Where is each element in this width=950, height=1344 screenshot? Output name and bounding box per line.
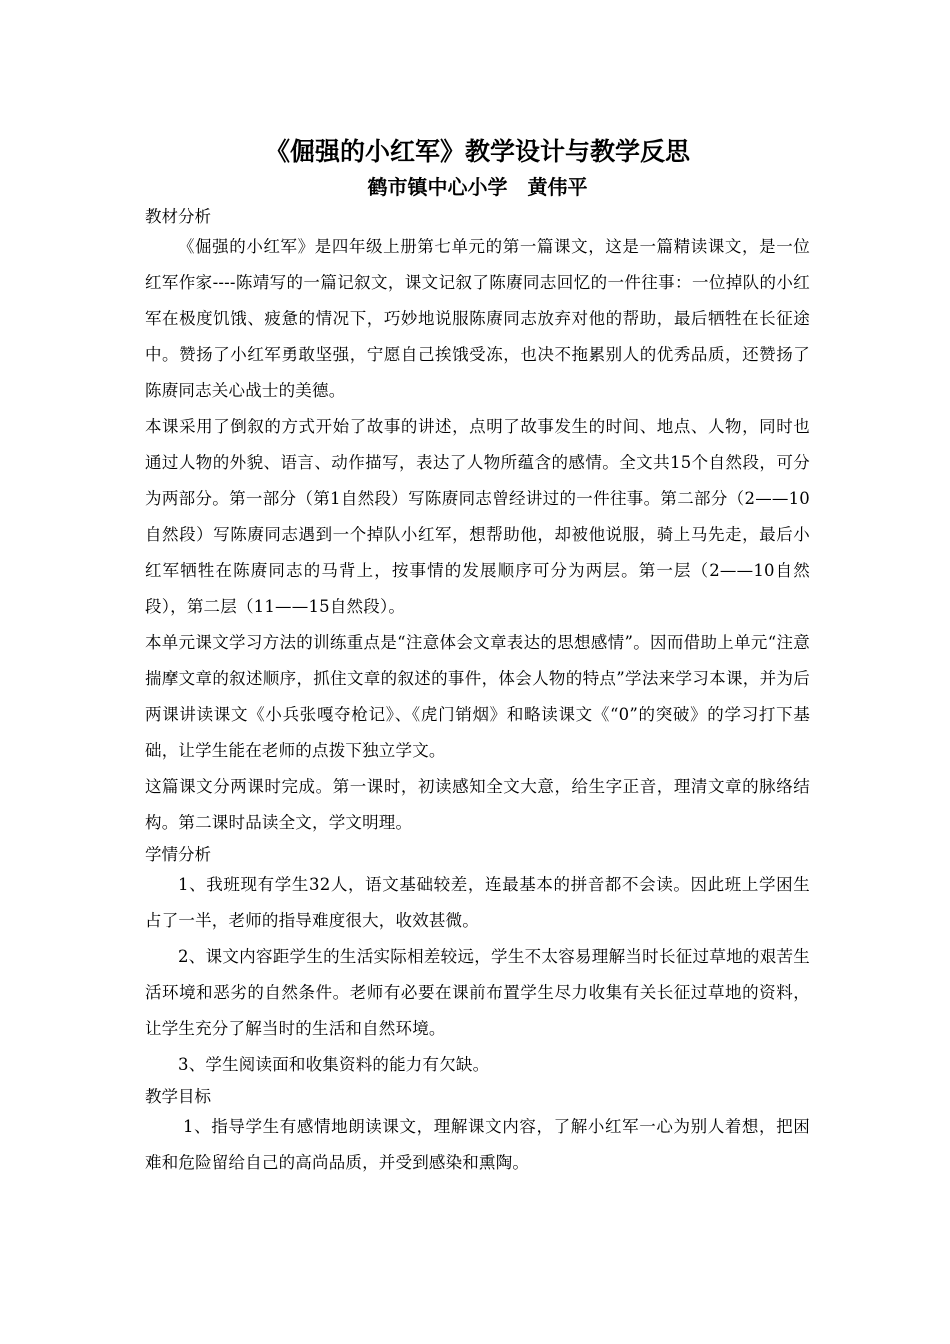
paragraph: 本课采用了倒叙的方式开始了故事的讲述，点明了故事发生的时间、地点、人物，同时也通过人物的外貌、语言、动作描写，表达了人物所蕴含的感情。全文共15个自然段，可分为两部分。第一部分（第1自然段）写陈赓同志曾经讲过的一件往事。第二部分（2——10自然段）写陈赓同志遇到一个掉队小红军，想帮助他，却被他说服，骑上马先走，最后小红军牺牲在陈赓同志的马背上，按事情的发展顺序可分为两层。第一层（2——10自然段），第二层（11——15自然段）。 xyxy=(145,417,810,616)
document-title: 《倔强的小红军》教学设计与教学反思 xyxy=(264,137,690,166)
paragraph: 本单元课文学习方法的训练重点是“注意体会文章表达的思想感情”。因而借助上单元“注意揣摩文章的叙述顺序，抓住文章的叙述的事件，体会人物的特点”学法来学习本课，并为后两课讲读课文《小兵张嘎夺枪记》、《虎门销烟》和略读课文《“0”的突破》的学习打下基础，让学生能在老师的点拨下独立学文。 xyxy=(145,633,810,760)
paragraph: 1、指导学生有感情地朗读课文，理解课文内容，了解小红军一心为别人着想，把困难和危险留给自己的高尚品质，并受到感染和熏陶。 xyxy=(145,1117,810,1172)
section-heading-material-analysis: 教材分析 xyxy=(145,207,211,226)
paragraph: 1、我班现有学生32人，语文基础较差，连最基本的拼音都不会读。因此班上学困生占了一半，老师的指导难度很大，收效甚微。 xyxy=(145,875,810,930)
paragraph: 3、学生阅读面和收集资料的能力有欠缺。 xyxy=(178,1055,490,1074)
author-line: 鹤市镇中心小学 黄伟平 xyxy=(367,175,588,199)
paragraph: 2、课文内容距学生的生活实际相差较远，学生不太容易理解当时长征过草地的艰苦生活环境和恶劣的自然条件。老师有必要在课前布置学生尽力收集有关长征过草地的资料，让学生充分了解当时的生活和自然环境。 xyxy=(145,947,810,1038)
section-heading-student-analysis: 学情分析 xyxy=(145,845,211,864)
document-page xyxy=(145,135,810,1181)
paragraph: 《倔强的小红军》是四年级上册第七单元的第一篇课文，这是一篇精读课文，是一位红军作家----陈靖写的一篇记叙文，课文记叙了陈赓同志回忆的一件往事：一位掉队的小红军在极度饥饿、疲惫的情况下，巧妙地说服陈赓同志放弃对他的帮助，最后牺牲在长征途中。赞扬了小红军勇敢坚强，宁愿自己挨饿受冻，也决不拖累别人的优秀品质，还赞扬了陈赓同志关心战士的美德。 xyxy=(145,237,810,400)
section-heading-teaching-goals: 教学目标 xyxy=(145,1087,211,1106)
paragraph: 这篇课文分两课时完成。第一课时，初读感知全文大意，给生字正音，理清文章的脉络结构。第二课时品读全文，学文明理。 xyxy=(145,777,810,832)
